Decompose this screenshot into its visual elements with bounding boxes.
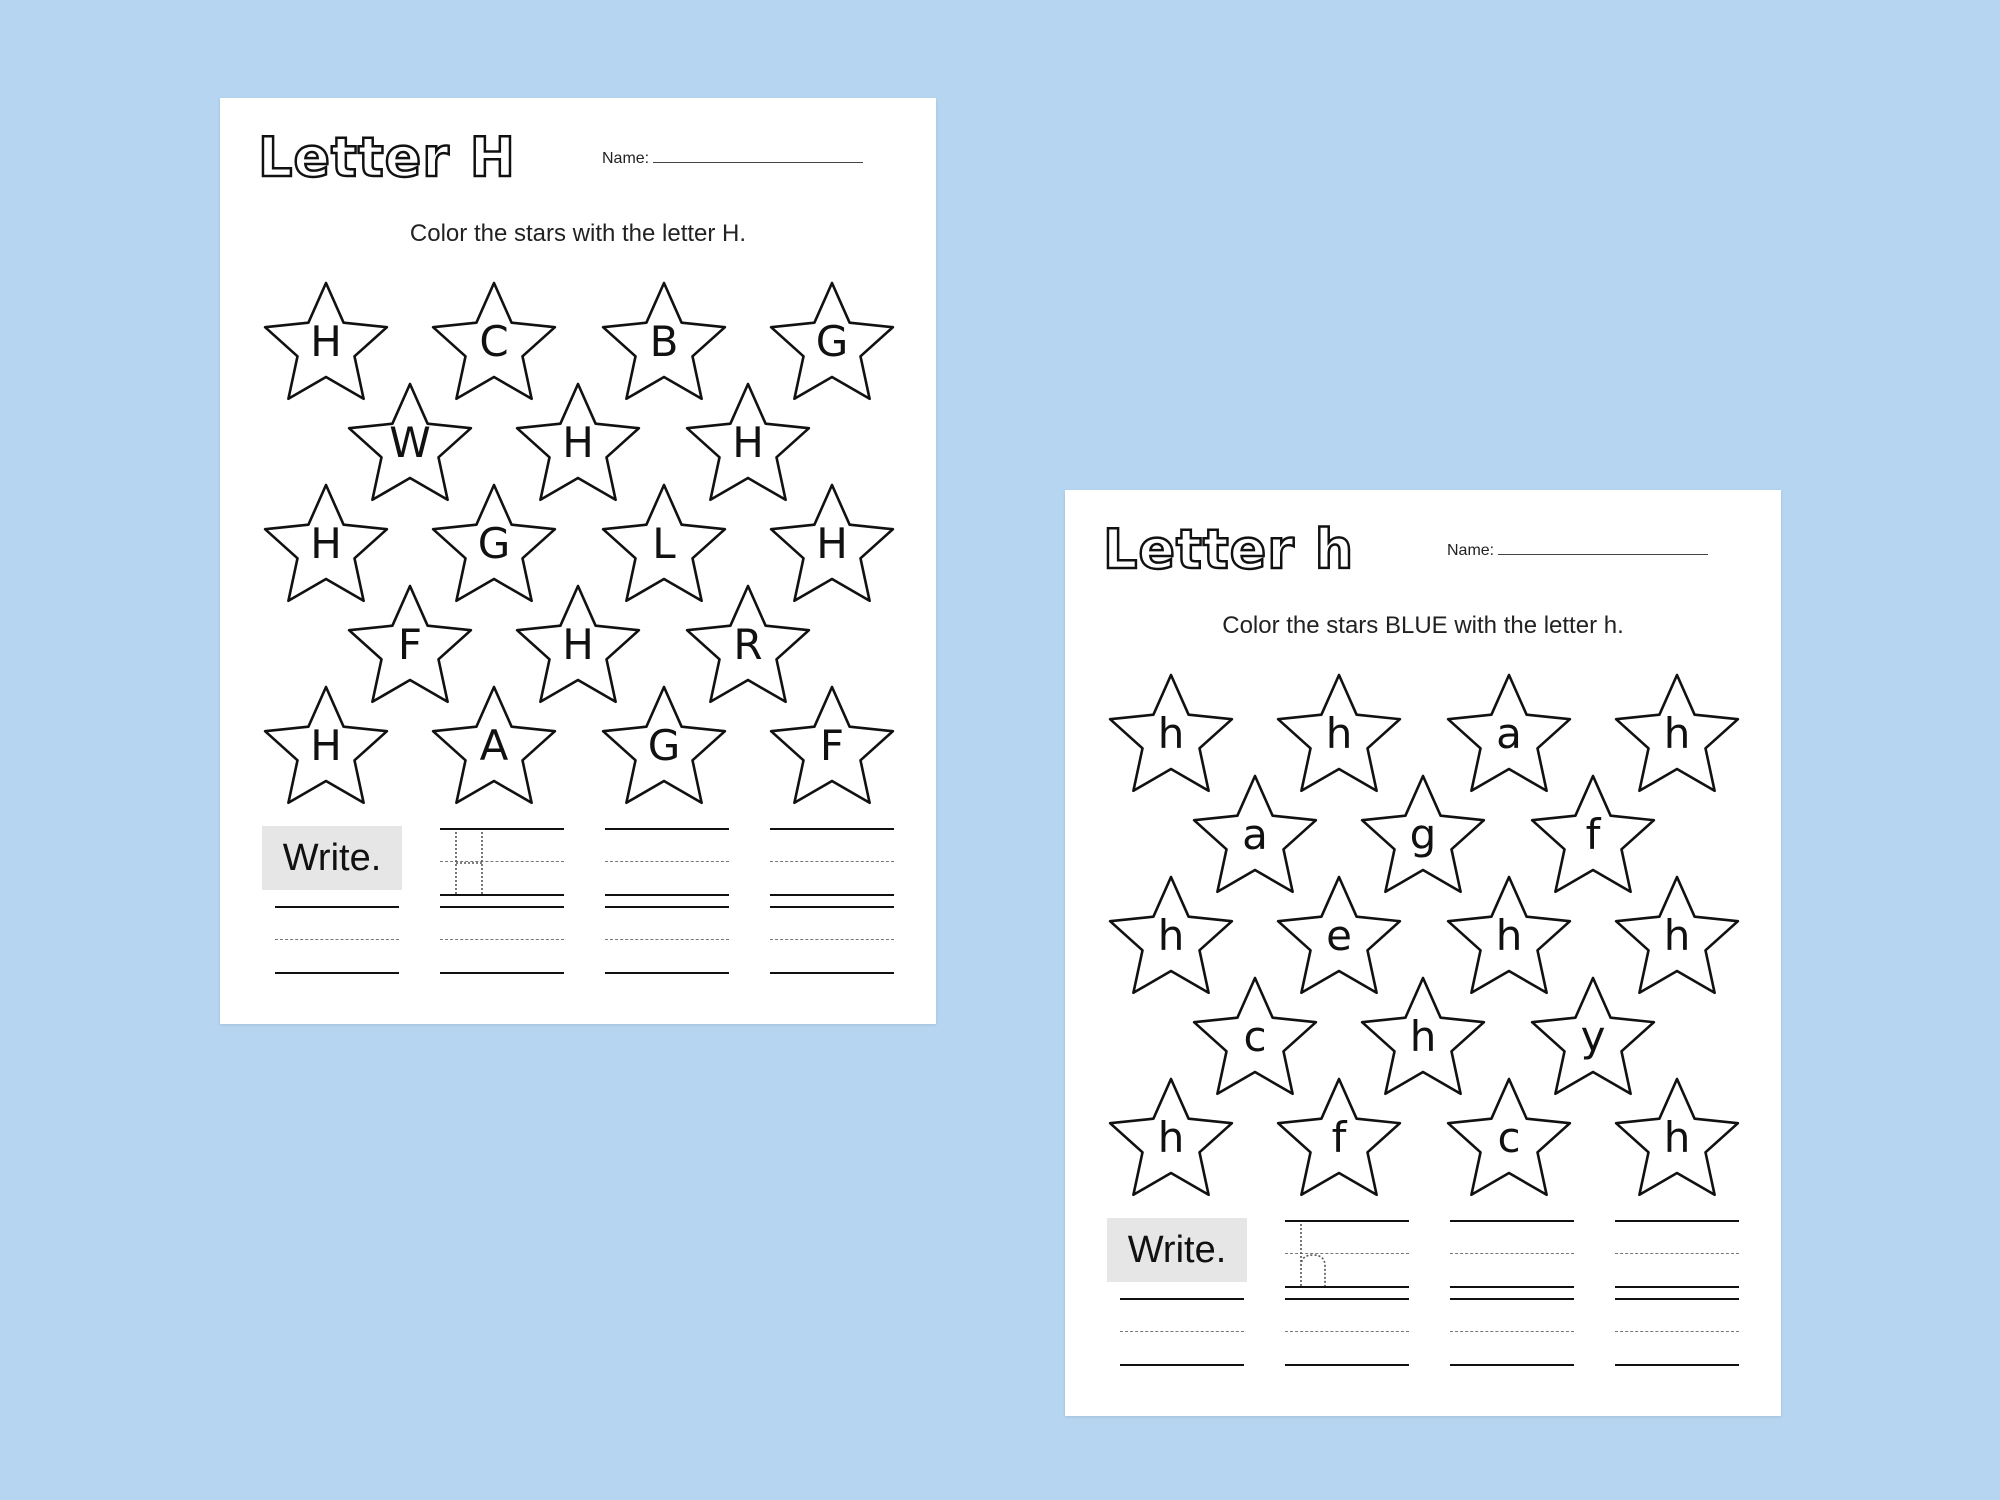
star[interactable] xyxy=(1271,1069,1407,1205)
worksheet-letter-H xyxy=(220,98,936,1024)
star-letter: h xyxy=(1409,1012,1437,1061)
guide-solid-line xyxy=(770,906,894,908)
worksheet-title: Letter h xyxy=(1103,518,1355,581)
handwriting-guide[interactable] xyxy=(275,906,399,978)
guide-dashed-line xyxy=(605,939,729,940)
star-letter: H xyxy=(562,620,594,669)
handwriting-guide[interactable] xyxy=(440,906,564,978)
star[interactable] xyxy=(1609,1069,1745,1205)
star[interactable] xyxy=(596,677,732,813)
star[interactable] xyxy=(258,677,394,813)
guide-solid-line xyxy=(1615,1364,1739,1366)
guide-solid-line xyxy=(1615,1286,1739,1288)
star[interactable] xyxy=(1441,1069,1577,1205)
star-letter: y xyxy=(1580,1012,1606,1061)
handwriting-guide[interactable] xyxy=(770,906,894,978)
star-letter: B xyxy=(649,317,679,366)
star-letter: F xyxy=(819,721,845,770)
guide-solid-line xyxy=(1285,1286,1409,1288)
star-letter: H xyxy=(732,418,764,467)
handwriting-guide[interactable] xyxy=(1615,1298,1739,1370)
guide-dashed-line xyxy=(770,939,894,940)
write-label: Write. xyxy=(262,826,402,890)
instruction-text: Color the stars BLUE with the letter h. xyxy=(1222,612,1624,639)
guide-solid-line xyxy=(1120,1298,1244,1300)
guide-dashed-line xyxy=(1615,1331,1739,1332)
star-letter: H xyxy=(310,317,342,366)
star-letter: H xyxy=(562,418,594,467)
guide-dashed-line xyxy=(1120,1331,1244,1332)
star-letter: a xyxy=(1496,709,1522,758)
star-letter: c xyxy=(1243,1012,1267,1061)
handwriting-guide[interactable] xyxy=(440,828,564,900)
guide-solid-line xyxy=(275,906,399,908)
star[interactable] xyxy=(426,677,562,813)
handwriting-guide[interactable] xyxy=(1615,1220,1739,1292)
star-letter: h xyxy=(1157,911,1185,960)
guide-solid-line xyxy=(605,906,729,908)
star-letter: f xyxy=(1585,810,1601,859)
instruction-text: Color the stars with the letter H. xyxy=(409,220,747,247)
guide-dashed-line xyxy=(770,861,894,862)
star-letter: H xyxy=(310,519,342,568)
star-letter: h xyxy=(1157,1113,1185,1162)
guide-solid-line xyxy=(1615,1220,1739,1222)
star-letter: h xyxy=(1663,911,1691,960)
star-letter: c xyxy=(1497,1113,1521,1162)
star-letter: h xyxy=(1325,709,1353,758)
guide-solid-line xyxy=(1450,1220,1574,1222)
star-letter: L xyxy=(652,519,676,568)
handwriting-guide[interactable] xyxy=(1450,1220,1574,1292)
star-letter: R xyxy=(733,620,763,669)
star-letter: h xyxy=(1495,911,1523,960)
guide-solid-line xyxy=(605,828,729,830)
guide-solid-line xyxy=(1285,1298,1409,1300)
star-letter: g xyxy=(1409,810,1437,859)
handwriting-guide[interactable] xyxy=(605,906,729,978)
guide-solid-line xyxy=(1450,1364,1574,1366)
trace-letter-icon xyxy=(1295,1222,1335,1286)
guide-solid-line xyxy=(770,894,894,896)
name-label: Name: xyxy=(1447,542,1495,559)
star-letter: G xyxy=(815,317,849,366)
guide-solid-line xyxy=(1615,1298,1739,1300)
guide-dashed-line xyxy=(275,939,399,940)
star-letter: G xyxy=(477,519,511,568)
name-label: Name: xyxy=(602,150,650,167)
guide-dashed-line xyxy=(1285,1331,1409,1332)
star-letter: C xyxy=(479,317,509,366)
star-letter: H xyxy=(816,519,848,568)
guide-dashed-line xyxy=(605,861,729,862)
handwriting-guide[interactable] xyxy=(1285,1298,1409,1370)
star-letter: H xyxy=(310,721,342,770)
guide-solid-line xyxy=(1450,1298,1574,1300)
handwriting-guide[interactable] xyxy=(1120,1298,1244,1370)
star-letter: W xyxy=(389,418,431,467)
handwriting-guide[interactable] xyxy=(605,828,729,900)
guide-solid-line xyxy=(440,972,564,974)
guide-dashed-line xyxy=(1450,1253,1574,1254)
worksheet-letter-h xyxy=(1065,490,1781,1416)
star-letter: F xyxy=(397,620,423,669)
star-letter: h xyxy=(1663,709,1691,758)
star-letter: A xyxy=(479,721,509,770)
handwriting-guide[interactable] xyxy=(1450,1298,1574,1370)
guide-solid-line xyxy=(1120,1364,1244,1366)
guide-dashed-line xyxy=(440,939,564,940)
guide-solid-line xyxy=(605,972,729,974)
star-letter: h xyxy=(1157,709,1185,758)
star[interactable] xyxy=(1103,1069,1239,1205)
star-letter: h xyxy=(1663,1113,1691,1162)
guide-dashed-line xyxy=(1450,1331,1574,1332)
guide-solid-line xyxy=(770,828,894,830)
star-letter: e xyxy=(1326,911,1352,960)
trace-letter-icon xyxy=(450,830,490,894)
handwriting-guide[interactable] xyxy=(770,828,894,900)
guide-solid-line xyxy=(1450,1286,1574,1288)
guide-solid-line xyxy=(770,972,894,974)
star-letter: a xyxy=(1242,810,1268,859)
star-letter: G xyxy=(647,721,681,770)
worksheet-title: Letter H xyxy=(258,126,516,189)
star-letter: f xyxy=(1331,1113,1347,1162)
guide-solid-line xyxy=(1285,1364,1409,1366)
guide-solid-line xyxy=(440,894,564,896)
handwriting-guide[interactable] xyxy=(1285,1220,1409,1292)
guide-dashed-line xyxy=(1615,1253,1739,1254)
guide-solid-line xyxy=(605,894,729,896)
star[interactable] xyxy=(764,677,900,813)
write-label: Write. xyxy=(1107,1218,1247,1282)
guide-solid-line xyxy=(275,972,399,974)
guide-solid-line xyxy=(440,906,564,908)
